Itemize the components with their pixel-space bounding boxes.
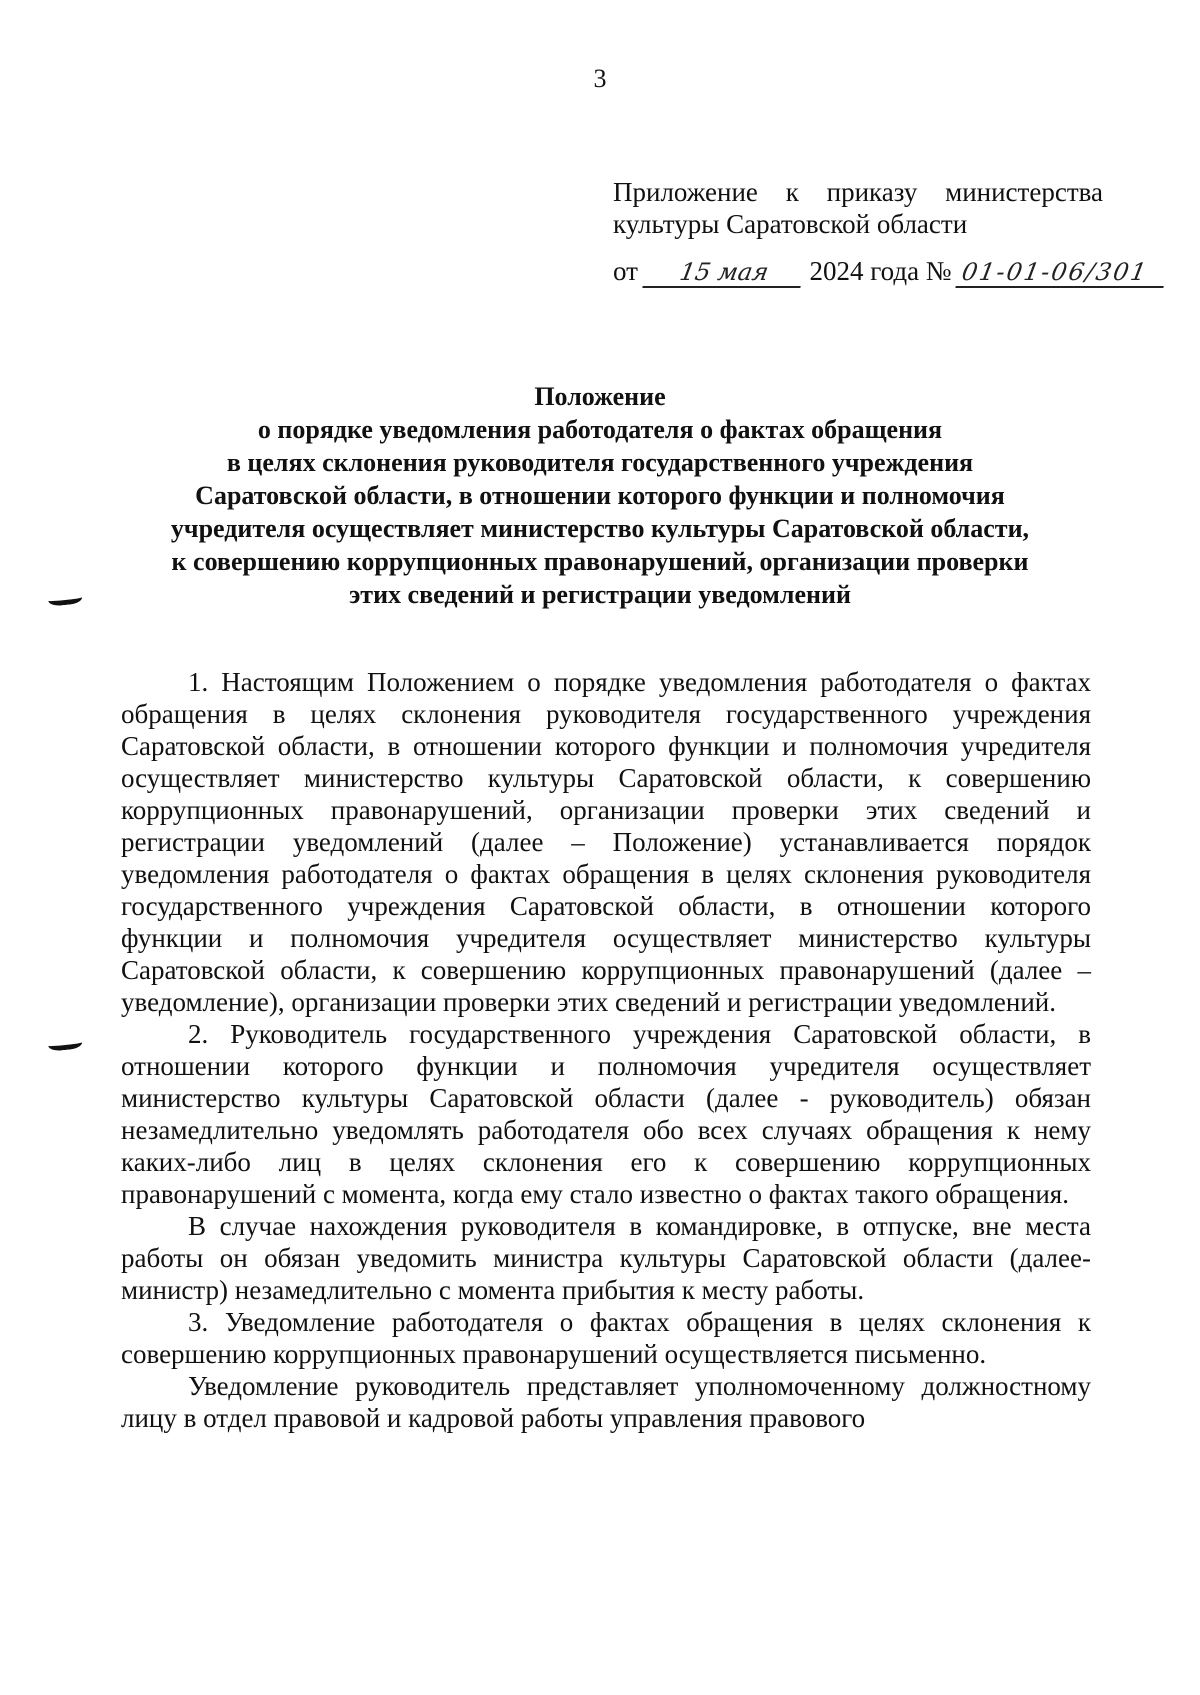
- handwritten-order-number: 01-01-06/301: [956, 258, 1169, 288]
- binding-hole-mark: [47, 588, 82, 606]
- page-number: 3: [593, 64, 607, 93]
- order-year-text: 2024 года №: [809, 256, 952, 286]
- order-date-number-line: [613, 256, 1166, 288]
- document-body: [121, 666, 1091, 1434]
- handwritten-date: 15 мая: [642, 258, 805, 288]
- title-heading: Положение: [534, 382, 666, 411]
- title-line: этих сведений и регистрации уведомлений: [349, 580, 851, 609]
- appendix-line-1: Приложение к приказу министерства: [613, 177, 1103, 207]
- title-line: в целях склонения руководителя государственного учреждения: [226, 448, 974, 477]
- document-title: [100, 380, 1100, 611]
- paragraph-1: 1. Настоящим Положением о порядке уведомления работодателя о фактах обращения в целях склонения руководителя государственного учреждения Саратовской области, в отношении которого функции и полномочия учредителя осуществляет министерство культуры Саратовской области, к совершению коррупционных правонарушений, организации проверки этих сведений и регистрации уведомлений (далее – Положение) устанавливается порядок уведомления работодателя о фактах обращения в целях склонения руководителя государственного учреждения Саратовской области, в отношении которого функции и полномочия учредителя осуществляет министерство культуры Саратовской области, к совершению коррупционных правонарушений (далее – уведомление), организации проверки этих сведений и регистрации уведомлений.: [121, 667, 1091, 1017]
- paragraph-2-note: В случае нахождения руководителя в командировке, в отпуске, вне места работы он обязан уведомить министра культуры Саратовской области (далее- министр) незамедлительно с момента прибытия к месту работы.: [121, 1211, 1091, 1305]
- paragraph-3-continued: Уведомление руководитель представляет уполномоченному должностному лицу в отдел правовой и кадровой работы управления правового: [121, 1371, 1091, 1433]
- title-line: Саратовской области, в отношении которого функции и полномочия: [195, 481, 1005, 510]
- title-line: учредителя осуществляет министерство культуры Саратовской области,: [170, 514, 1030, 543]
- binding-hole-mark: [47, 1033, 82, 1051]
- appendix-line-2: культуры Саратовской области: [613, 209, 968, 239]
- title-line: к совершению коррупционных правонарушений, организации проверки: [171, 547, 1029, 576]
- appendix-header: [613, 176, 1103, 240]
- title-line: о порядке уведомления работодателя о фактах обращения: [257, 415, 943, 444]
- paragraph-3: 3. Уведомление работодателя о фактах обращения в целях склонения к совершению коррупционных правонарушений осуществляется письменно.: [121, 1307, 1091, 1369]
- order-prefix: от: [613, 256, 638, 286]
- paragraph-2: 2. Руководитель государственного учреждения Саратовской области, в отношении которого функции и полномочия учредителя осуществляет министерство культуры Саратовской области (далее - руководитель) обязан незамедлительно уведомлять работодателя обо всех случаях обращения к нему каких-либо лиц в целях склонения его к совершению коррупционных правонарушений с момента, когда ему стало известно о фактах такого обращения.: [121, 1019, 1091, 1209]
